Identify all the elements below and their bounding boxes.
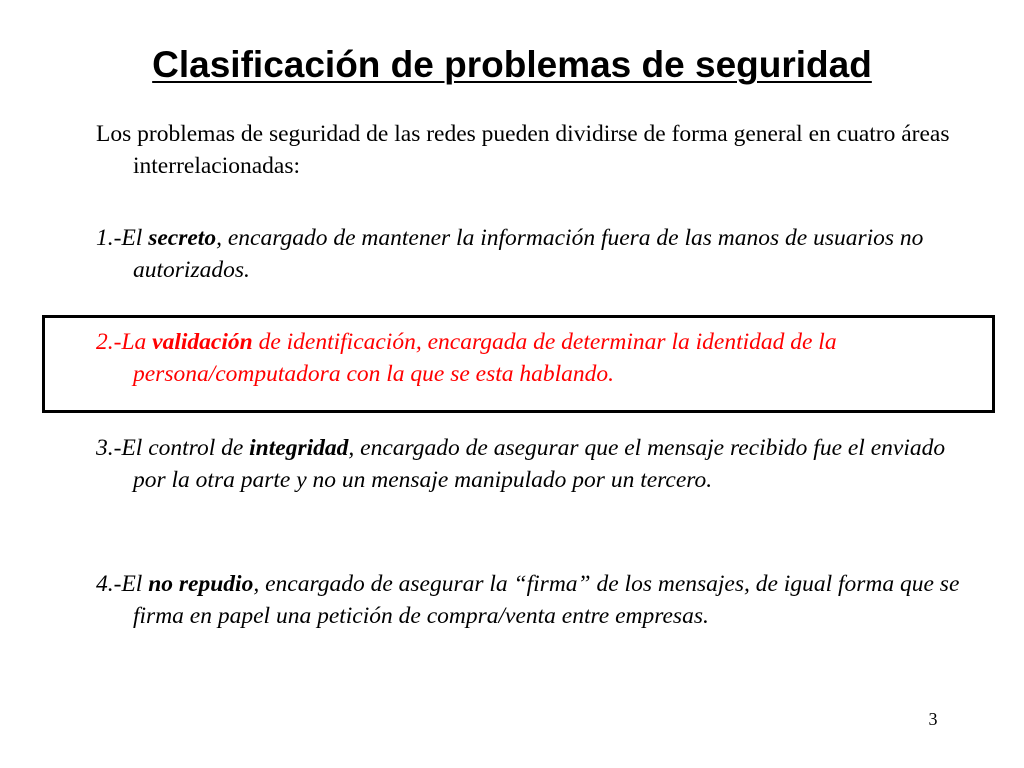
item-prefix: 1.-El <box>96 225 149 251</box>
list-item-secreto <box>96 222 983 286</box>
slide-title: Clasificación de problemas de seguridad <box>152 44 872 85</box>
list-item-no-repudio <box>96 568 983 632</box>
intro-paragraph: Los problemas de seguridad de las redes pueden dividirse de forma general en cuatro áreas interrelacionadas: <box>96 121 950 179</box>
item-text: , encargado de asegurar la “firma” de los mensajes, de igual forma que se firma en papel una petición de compra/venta entre empresas. <box>133 571 960 629</box>
list-item-validacion <box>96 326 983 390</box>
item-keyword: no repudio <box>148 571 254 597</box>
item-keyword: validación <box>152 329 253 355</box>
item-prefix: 3.-El control de <box>96 435 250 461</box>
item-prefix: 4.-El <box>96 571 149 597</box>
page-number: 3 <box>928 709 938 729</box>
item-keyword: integridad <box>249 435 349 461</box>
list-item-integridad <box>96 432 983 496</box>
item-prefix: 2.-La <box>96 329 153 355</box>
item-text: de identificación, encargada de determinar la identidad de la persona/computadora con la que se esta hablando. <box>133 329 837 387</box>
item-text: , encargado de mantener la información fuera de las manos de usuarios no autorizados. <box>133 225 924 283</box>
item-keyword: secreto <box>148 225 217 251</box>
item-text: , encargado de asegurar que el mensaje recibido fue el enviado por la otra parte y no un mensaje manipulado por un tercero. <box>133 435 946 493</box>
